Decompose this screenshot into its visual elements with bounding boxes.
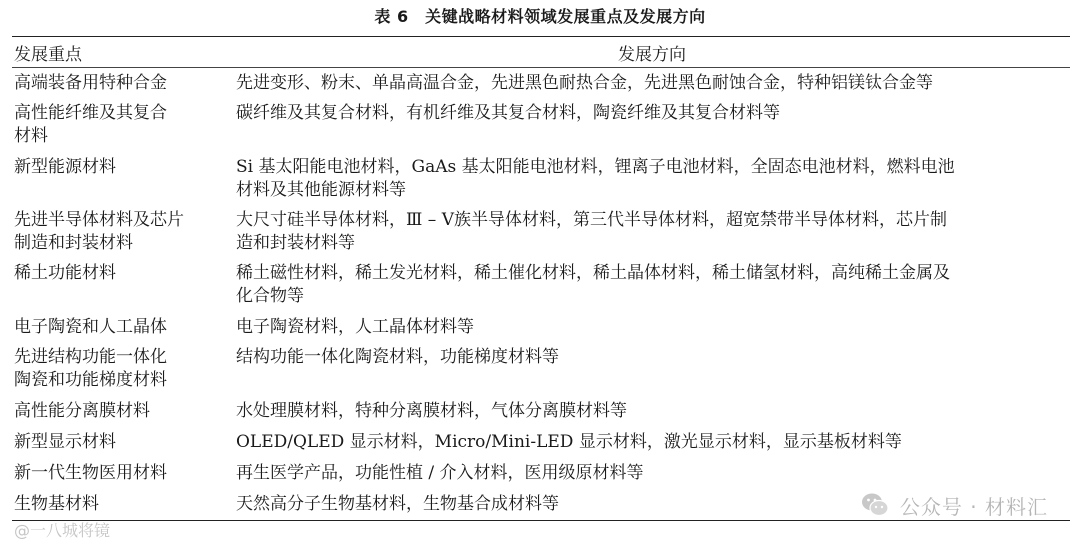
direction-text: 水处理膜材料，特种分离膜材料，气体分离膜材料等 (236, 401, 627, 421)
table-row (12, 259, 1070, 312)
focus-text: 新一代生物医用材料 (14, 463, 167, 483)
direction-cell (234, 262, 1070, 308)
table-row (12, 427, 1070, 458)
table-row (12, 206, 1070, 259)
table-row (12, 396, 1070, 427)
table-body (12, 68, 1070, 520)
focus-cell (12, 462, 234, 485)
direction-cell (234, 346, 1070, 392)
table-row (12, 99, 1070, 152)
focus-cell (12, 493, 234, 516)
direction-cell (234, 462, 1070, 485)
corner-watermark: @一八城将镜 (14, 521, 111, 540)
focus-text: 新型能源材料 (14, 157, 116, 177)
focus-text: 电子陶瓷和人工晶体 (14, 317, 167, 337)
direction-text: 结构功能一体化陶瓷材料，功能梯度材料等 (236, 347, 559, 367)
direction-text: 化合物等 (236, 286, 304, 306)
focus-text: 高性能分离膜材料 (14, 401, 150, 421)
focus-cell (12, 316, 234, 339)
direction-cell (234, 102, 1070, 148)
focus-text: 材料 (14, 126, 48, 146)
direction-text: 大尺寸硅半导体材料，Ⅲ – Ⅴ族半导体材料，第三代半导体材料，超宽禁带半导体材料，芯片制 (236, 210, 947, 230)
focus-text: 稀土功能材料 (14, 263, 116, 283)
watermark (860, 490, 1048, 520)
table-title: 表 6 关键战略材料领域发展重点及发展方向 (374, 7, 706, 26)
table-header (12, 37, 1070, 68)
direction-text: 天然高分子生物基材料，生物基合成材料等 (236, 494, 559, 514)
direction-cell (234, 156, 1070, 202)
direction-text: 材料及其他能源材料等 (236, 180, 406, 200)
table-row (12, 343, 1070, 396)
focus-text: 先进结构功能一体化 (14, 347, 167, 367)
focus-cell (12, 72, 234, 95)
table-row (12, 458, 1070, 489)
direction-cell (234, 316, 1070, 339)
watermark-text: 公众号 · 材料汇 (899, 494, 1048, 519)
table-row (12, 152, 1070, 206)
focus-cell (12, 346, 234, 392)
focus-cell (12, 262, 234, 308)
header-direction: 发展方向 (618, 44, 686, 65)
direction-text: 造和封装材料等 (236, 233, 355, 253)
focus-text: 生物基材料 (14, 494, 99, 514)
direction-text: 稀土磁性材料，稀土发光材料，稀土催化材料，稀土晶体材料，稀土储氢材料，高纯稀土金属及 (236, 263, 950, 283)
direction-text: 再生医学产品，功能性植 / 介入材料，医用级原材料等 (236, 463, 644, 483)
direction-text: 先进变形、粉末、单晶高温合金，先进黑色耐热合金，先进黑色耐蚀合金，特种铝镁钛合金等 (236, 73, 933, 93)
focus-text: 高端装备用特种合金 (14, 73, 167, 93)
strategic-materials-table (12, 36, 1070, 521)
focus-text: 陶瓷和功能梯度材料 (14, 370, 167, 390)
wechat-icon (860, 490, 890, 520)
focus-text: 高性能纤维及其复合 (14, 103, 167, 123)
direction-text: OLED/QLED 显示材料，Micro/Mini-LED 显示材料，激光显示材料，显示基板材料等 (236, 432, 902, 452)
focus-cell (12, 431, 234, 454)
direction-cell (234, 400, 1070, 423)
direction-cell (234, 72, 1070, 95)
direction-text: Si 基太阳能电池材料，GaAs 基太阳能电池材料，锂离子电池材料，全固态电池材料，燃料电池 (236, 157, 955, 177)
direction-cell (234, 431, 1070, 454)
table-row (12, 312, 1070, 343)
header-focus: 发展重点 (14, 44, 82, 65)
focus-text: 先进半导体材料及芯片 (14, 210, 184, 230)
focus-text: 新型显示材料 (14, 432, 116, 452)
direction-text: 碳纤维及其复合材料，有机纤维及其复合材料，陶瓷纤维及其复合材料等 (236, 103, 780, 123)
focus-cell (12, 102, 234, 148)
focus-cell (12, 400, 234, 423)
focus-text: 制造和封装材料 (14, 233, 133, 253)
table-row (12, 68, 1070, 99)
direction-text: 电子陶瓷材料，人工晶体材料等 (236, 317, 474, 337)
focus-cell (12, 156, 234, 202)
direction-cell (234, 209, 1070, 255)
focus-cell (12, 209, 234, 255)
